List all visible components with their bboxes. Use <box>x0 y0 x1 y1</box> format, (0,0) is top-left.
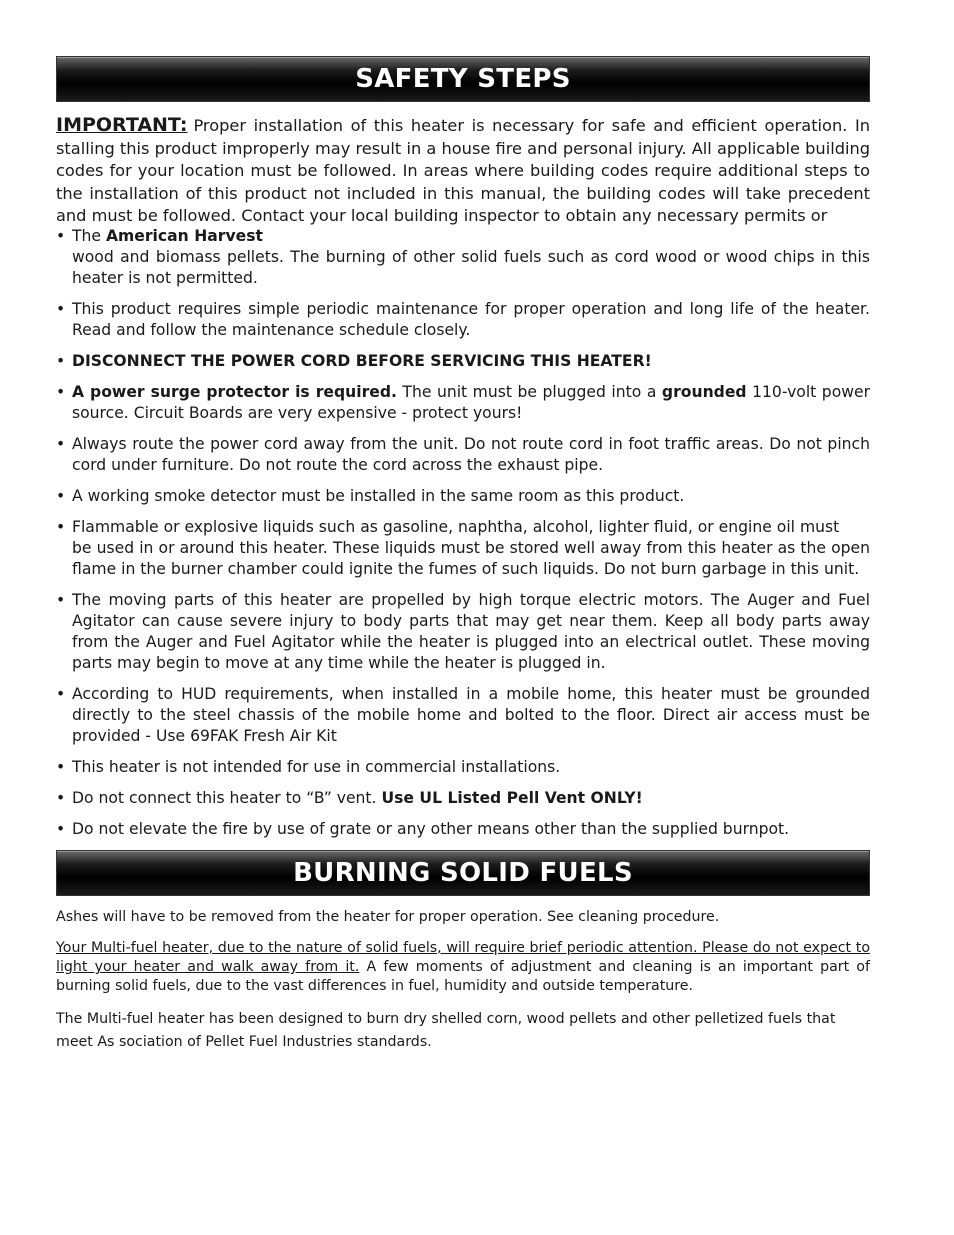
important-paragraph <box>56 114 870 226</box>
bullet-icon: • <box>56 300 66 318</box>
bullet-icon: • <box>56 820 66 838</box>
list-item: • DISCONNECT THE POWER CORD BEFORE SERVICING THIS HEATER! <box>56 352 652 370</box>
bullet-icon: • <box>56 487 66 505</box>
list-item: • This product requires simple periodic maintenance for proper operation and long life of the heater. Read and follow the maintenance schedule closely. <box>56 300 870 339</box>
list-item: • Do not elevate the fire by use of grate or any other means other than the supplied burnpot. <box>56 820 790 838</box>
important-text: Proper installation of this heater is necessary for safe and efficient operation. In stalling this product improperly may result in a house fire and personal injury. All applicable building codes for your location must be followed. In areas where building codes require additional steps to the installation of this product not included in this manual, the building codes will take precedent and must be followed. Contact your local building inspector to obtain any necessary permits or <box>56 116 870 225</box>
list-item: • According to HUD requirements, when installed in a mobile home, this heater must be grounded directly to the steel chassis of the mobile home and bolted to the floor. Direct air access must be provided - Use 69FAK Fresh Air Kit <box>56 685 870 745</box>
paragraph: Ashes will have to be removed from the heater for proper operation. See cleaning procedure. <box>56 909 720 925</box>
bullet-icon: • <box>56 685 66 703</box>
safety-steps-title: SAFETY STEPS <box>355 64 571 94</box>
list-item: • Do not connect this heater to “B” vent. Use UL Listed Pell Vent ONLY! <box>56 789 643 807</box>
fuels-section <box>56 908 870 1054</box>
list-item: • The American Harvest wood and biomass pellets. The burning of other solid fuels such as cord wood or wood chips in this heater is not permitted. <box>56 227 870 287</box>
bullet-icon: • <box>56 518 66 536</box>
burning-solid-fuels-banner <box>56 850 870 896</box>
list-item: • This heater is not intended for use in commercial installations. <box>56 758 561 776</box>
list-item: • Always route the power cord away from the unit. Do not route cord in foot traffic areas. Do not pinch cord under furniture. Do not route the cord across the exhaust pipe. <box>56 435 870 474</box>
burning-solid-fuels-title: BURNING SOLID FUELS <box>293 858 633 888</box>
list-item: • A power surge protector is required. The unit must be plugged into a grounded 110-volt power source. Circuit Boards are very expensive - protect yours! <box>56 383 870 422</box>
safety-steps-banner <box>56 56 870 102</box>
list-item: • A working smoke detector must be installed in the same room as this product. <box>56 487 685 505</box>
bullet-icon: • <box>56 435 66 453</box>
page <box>56 56 870 1066</box>
bullet-icon: • <box>56 383 66 401</box>
bullet-icon: • <box>56 758 66 776</box>
paragraph: Your Multi-fuel heater, due to the nature of solid fuels, will require brief periodic attention. Please do not expect to light your heater and walk away from it. A few moments of adjustment and cleaning is an important part of burning solid fuels, due to the vast differences in fuel, humidity and outside temperature. <box>56 940 870 994</box>
important-label: IMPORTANT: <box>56 114 188 136</box>
brand-name: American Harvest <box>105 227 263 245</box>
safety-list <box>56 226 870 840</box>
bullet-icon: • <box>56 789 66 807</box>
list-item: • Flammable or explosive liquids such as gasoline, naphtha, alcohol, lighter fluid, or engine oil must be used in or around this heater. These liquids must be stored well away from this heater as the open flame in the burner chamber could ignite the fumes of such liquids. Do not burn garbage in this unit. <box>56 518 870 578</box>
bullet-icon: • <box>56 591 66 609</box>
bullet-icon: • <box>56 352 66 370</box>
list-item: • The moving parts of this heater are propelled by high torque electric motors. The Auger and Fuel Agitator can cause severe injury to body parts that may get near them. Keep all body parts away from the Auger and Fuel Agitator while the heater is plugged into an electrical outlet. These moving parts may begin to move at any time while the heater is plugged in. <box>56 591 870 672</box>
paragraph: The Multi-fuel heater has been designed to burn dry shelled corn, wood pellets and other pelletized fuels that meet As sociation of Pellet Fuel Industries standards. <box>56 1011 836 1050</box>
bullet-icon: • <box>56 227 66 245</box>
